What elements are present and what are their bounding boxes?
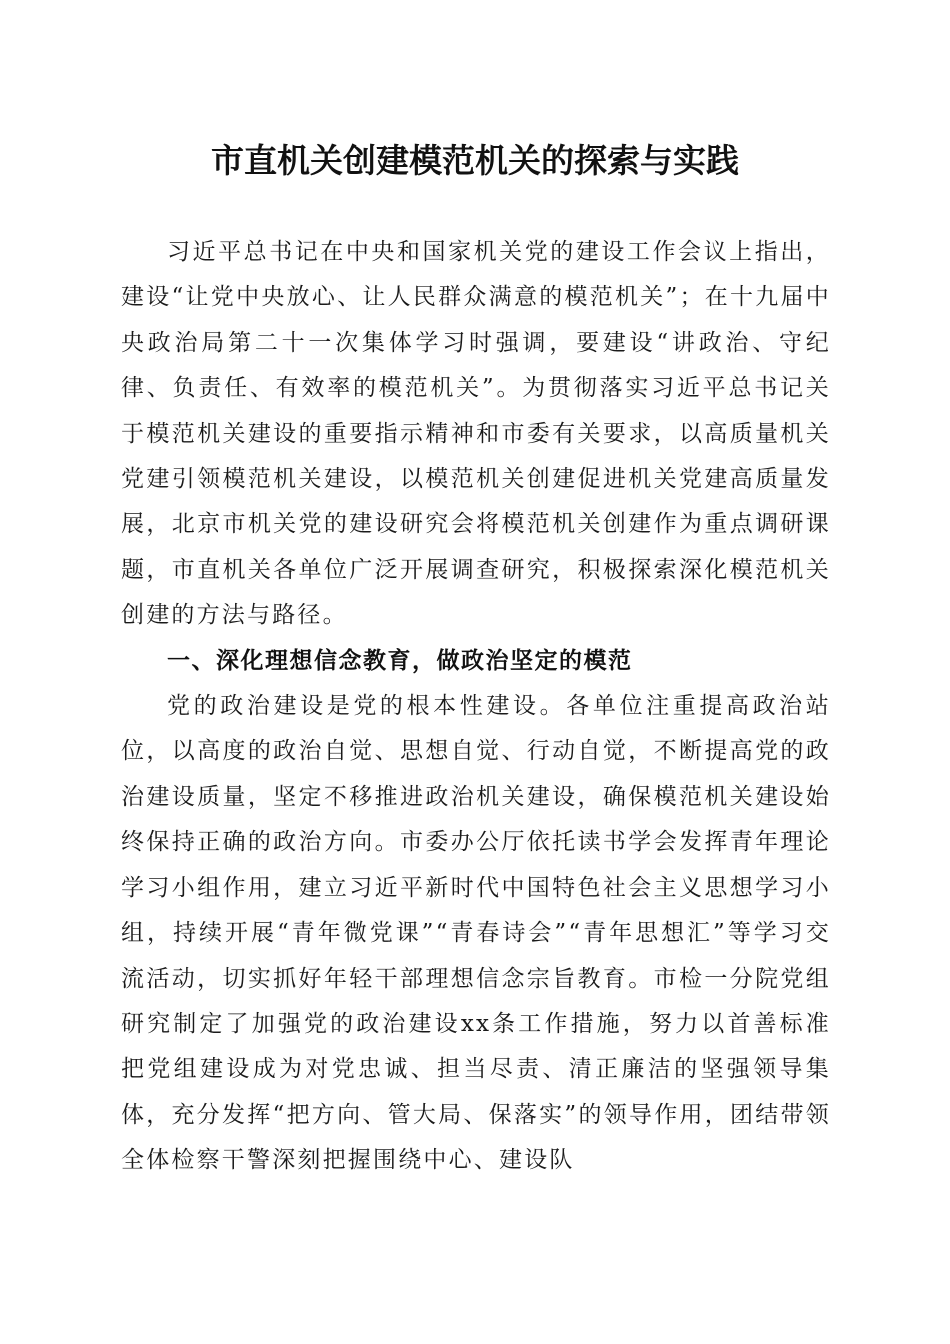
intro-paragraph: 习近平总书记在中央和国家机关党的建设工作会议上指出，建设“让党中央放心、让人民群众满意的模范机关”；在十九届中央政治局第二十一次集体学习时强调，要建设“讲政治、守纪律、负责任、有效率的模范机关”。为贯彻落实习近平总书记关于模范机关建设的重要指示精神和市委有关要求，以高质量机关党建引领模范机关建设，以模范机关创建促进机关党建高质量发展，北京市机关党的建设研究会将模范机关创建作为重点调研课题，市直机关各单位广泛开展调查研究，积极探索深化模范机关创建的方法与路径。 [121,239,831,629]
document-body [121,230,831,1184]
section-heading: 一、深化理想信念教育，做政治坚定的模范 [167,647,633,674]
section-paragraph: 党的政治建设是党的根本性建设。各单位注重提高政治站位，以高度的政治自觉、思想自觉、行动自觉，不断提高党的政治建设质量，坚定不移推进政治机关建设，确保模范机关建设始终保持正确的政治方向。市委办公厅依托读书学会发挥青年理论学习小组作用，建立习近平新时代中国特色社会主义思想学习小组，持续开展“青年微党课”“青春诗会”“青年思想汇”等学习交流活动，切实抓好年轻干部理想信念宗旨教育。市检一分院党组研究制定了加强党的政治建设xx条工作措施，努力以首善标准把党组建设成为对党忠诚、担当尽责、清正廉洁的坚强领导集体，充分发挥“把方向、管大局、保落实”的领导作用，团结带领全体检察干警深刻把握围绕中心、建设队 [121,693,831,1174]
document-title: 市直机关创建模范机关的探索与实践 [211,141,739,180]
